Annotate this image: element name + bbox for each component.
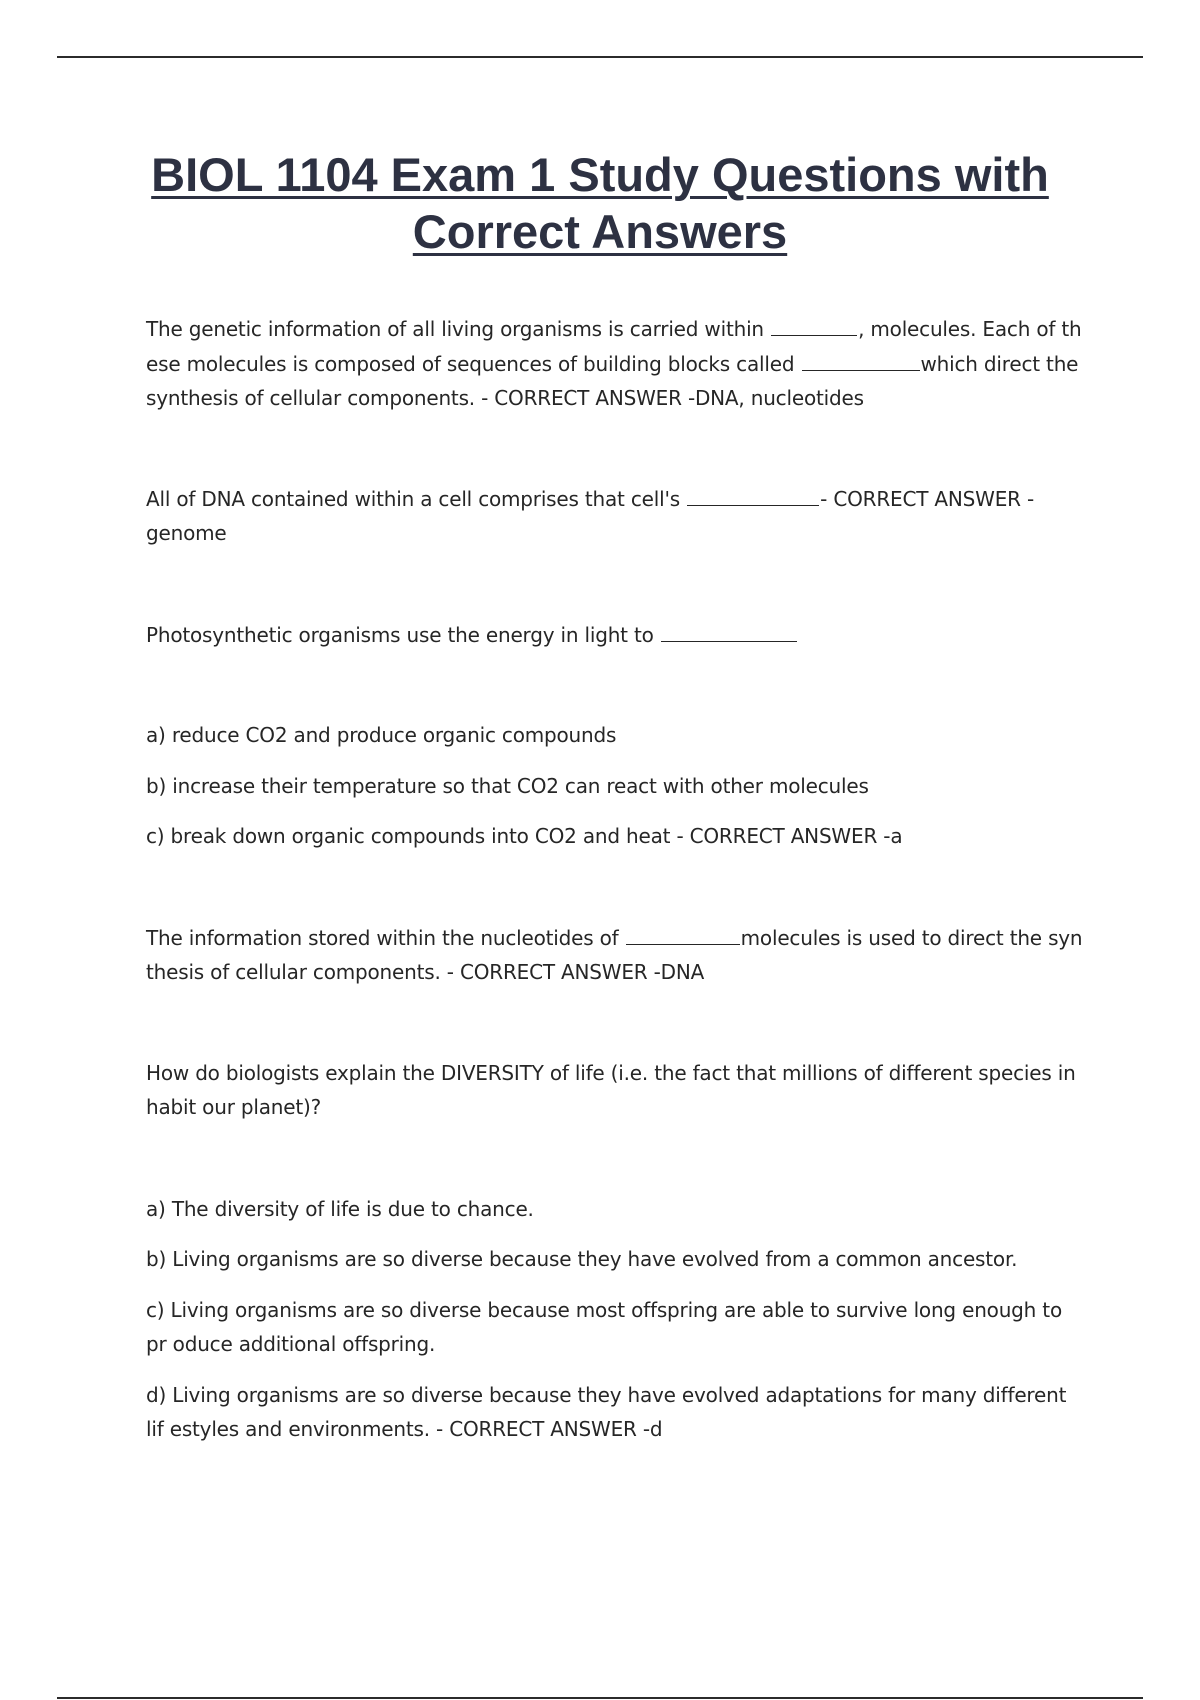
top-rule [57,56,1143,58]
question-1-text-a: The genetic information of all living organisms is carried within [146,317,771,341]
answer-blank [687,485,819,506]
question-5-option-b: b) Living organisms are so diverse because they have evolved from a common ancestor. [146,1247,1018,1271]
bottom-rule [57,1697,1143,1699]
question-3 [146,618,1086,653]
question-5: How do biologists explain the DIVERSITY of life (i.e. the fact that millions of different species in habit our planet)? [146,1060,1076,1119]
question-5-option-a: a) The diversity of life is due to chance. [146,1196,534,1221]
question-2 [146,482,1086,551]
question-3-option-b: b) increase their temperature so that CO2 can react with other molecules [146,773,869,798]
question-4 [146,921,1086,990]
answer-blank [626,924,740,945]
question-3-option-c: c) break down organic compounds into CO2 and heat - CORRECT ANSWER -a [146,824,903,848]
question-2-text-b: - CORRECT ANSWER - genome [146,486,1035,545]
question-1 [146,312,1086,416]
question-2-text-a: All of DNA contained within a cell comprises that cell's [146,486,687,511]
question-5-option-c: c) Living organisms are so diverse because most offspring are able to survive long enough to pr oduce additional offspring. [146,1297,1062,1356]
answer-blank [802,350,920,371]
question-3-text: Photosynthetic organisms use the energy in light to [146,622,660,647]
question-5-option-d: d) Living organisms are so diverse because they have evolved adaptations for many different lif estyles and environments. - CORRECT ANSWER -d [146,1382,1067,1441]
document-title: BIOL 1104 Exam 1 Study Questions with Correct Answers [151,148,1049,258]
document-body [146,312,1086,1463]
question-1-text-b: , molecules. Each of th ese molecules is composed of sequences of building blocks called [146,317,1082,376]
question-3-option-a: a) reduce CO2 and produce organic compounds [146,723,617,747]
question-4-text-a: The information stored within the nucleotides of [146,925,625,950]
answer-blank [771,315,857,336]
answer-blank [661,621,797,642]
question-1-text-c: which direct the synthesis of cellular components. - CORRECT ANSWER -DNA, nucleotides [146,351,1079,410]
question-4-text-b: molecules is used to direct the syn thesis of cellular components. - CORRECT ANSWER -DNA [146,925,1083,984]
